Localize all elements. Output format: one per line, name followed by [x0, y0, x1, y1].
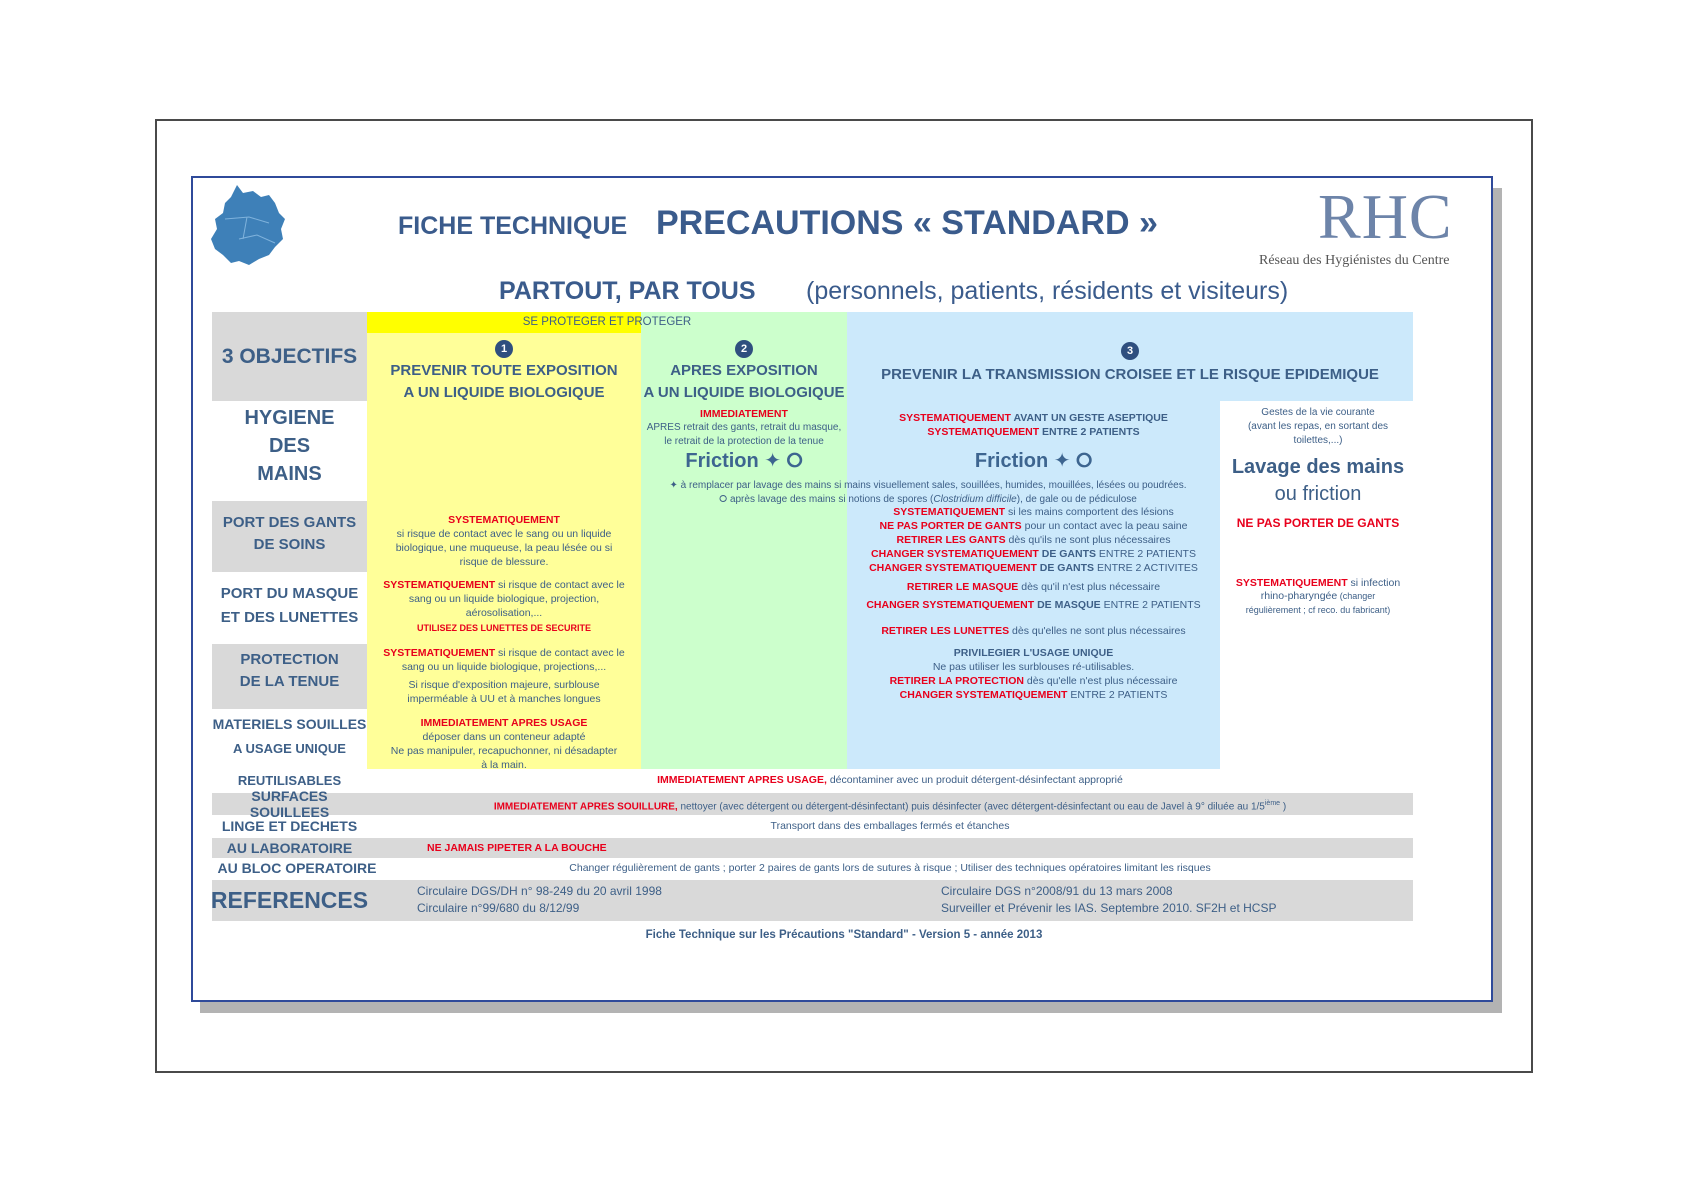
hygiene-right-line2: (avant les repas, en sortant des — [1247, 421, 1389, 432]
tenue-blue-line1: PRIVILEGIER L'USAGE UNIQUE — [953, 647, 1114, 659]
objective-2-line2: A UN LIQUIDE BIOLOGIQUE — [643, 384, 845, 401]
ou-friction: ou friction — [1274, 483, 1362, 505]
hygiene-green-line2: le retrait de la protection de la tenue — [664, 436, 824, 447]
bloc-text: Changer régulièrement de gants ; porter 2 paires de gants lors de sutures à risque ; Utiliser des techniques opératoires limitant les risques — [569, 862, 1211, 874]
masque-label-1: PORT DU MASQUE — [220, 584, 359, 602]
circle-icon: ⭘ — [719, 494, 730, 505]
linge-text: Transport dans des emballages fermés et étanches — [770, 820, 1010, 832]
materiels-label-1: MATERIELS SOUILLES — [212, 716, 367, 732]
labo-text: NE JAMAIS PIPETER A LA BOUCHE — [427, 842, 607, 854]
hygiene-label-3: MAINS — [257, 462, 322, 485]
objective-2-line1: APRES EXPOSITION — [670, 362, 818, 379]
hygiene-right-line3: toilettes,...) — [1293, 435, 1343, 446]
objective-2-number: 2 — [641, 340, 847, 358]
gants-yellow-red: SYSTEMATIQUEMENT — [448, 514, 560, 526]
bloc-label: AU BLOC OPERATOIRE — [217, 860, 377, 876]
references-label: REFERENCES — [210, 887, 369, 913]
materiels-yellow-red: IMMEDIATEMENT APRES USAGE — [420, 717, 588, 729]
star-icon: ✦ — [669, 480, 681, 491]
hygiene-blue-line1: SYSTEMATIQUEMENT AVANT UN GESTE ASEPTIQUE — [899, 412, 1168, 424]
reutilisables-text: IMMEDIATEMENT APRES USAGE, décontaminer avec un produit détergent-désinfectant approprié — [657, 774, 1123, 786]
friction-green: Friction ✦ ⭘ — [685, 450, 803, 472]
hygiene-note-2: ⭘ après lavage des mains si notions de spores (Clostridium difficile), de gale ou de pédiculose — [719, 494, 1137, 505]
tenue-yellow-line3: Si risque d'exposition majeure, surblouse — [408, 679, 600, 691]
gants-label-1: PORT DES GANTS — [222, 513, 357, 531]
friction-blue: Friction ✦ ⭘ — [974, 450, 1093, 472]
masque-label-2: ET DES LUNETTES — [220, 608, 359, 626]
gants-blue-line5: CHANGER SYSTEMATIQUEMENT DE GANTS ENTRE 2 ACTIVITES — [869, 562, 1198, 574]
gants-right: NE PAS PORTER DE GANTS — [1236, 516, 1400, 530]
partout-heading: PARTOUT, PAR TOUS — [499, 277, 756, 305]
fiche-sheet — [191, 176, 1493, 1002]
materiels-yellow-line2: déposer dans un conteneur adapté — [422, 731, 586, 743]
materiels-label-2: A USAGE UNIQUE — [233, 740, 346, 756]
hygiene-label-1: HYGIENE — [244, 406, 335, 429]
objectifs-label: 3 OBJECTIFS — [221, 344, 358, 368]
masque-yellow-lunettes: UTILISEZ DES LUNETTES DE SECURITE — [416, 623, 591, 633]
reference-left-2: Circulaire n°99/680 du 8/12/99 — [417, 901, 580, 915]
tenue-label-2: DE LA TENUE — [239, 672, 340, 690]
objective-1-line1: PREVENIR TOUTE EXPOSITION — [390, 362, 618, 379]
materiels-yellow-line3: Ne pas manipuler, recapuchonner, ni désadapter — [390, 745, 618, 757]
masque-right-line1: SYSTEMATIQUEMENT si infection — [1235, 577, 1401, 589]
labo-row-bg — [212, 838, 1413, 858]
reutilisables-label: REUTILISABLES — [237, 772, 342, 788]
hygiene-immediatement: IMMEDIATEMENT — [700, 408, 788, 420]
objective-1-line2: A UN LIQUIDE BIOLOGIQUE — [403, 384, 605, 401]
se-proteger-banner: SE PROTEGER ET PROTEGER — [522, 316, 692, 328]
gants-blue-line1: SYSTEMATIQUEMENT si les mains comportent des lésions — [893, 506, 1174, 518]
masque-yellow-line3: aérosolisation,... — [465, 607, 543, 619]
tenue-blue-line4: CHANGER SYSTEMATIQUEMENT ENTRE 2 PATIENTS — [899, 689, 1168, 701]
hygiene-label-2: DES — [268, 434, 311, 457]
gants-label-2: DE SOINS — [253, 535, 326, 553]
tenue-label-1: PROTECTION — [240, 650, 339, 668]
rhc-logo-subtitle: Réseau des Hygiénistes du Centre — [1259, 253, 1450, 268]
hygiene-note-1: ✦ à remplacer par lavage des mains si mains visuellement sales, souillées, humides, mouillées, lésées ou poudrées. — [669, 480, 1187, 491]
labo-label: AU LABORATOIRE — [226, 840, 353, 856]
tenue-blue-line3: RETIRER LA PROTECTION dès qu'elle n'est plus nécessaire — [889, 675, 1178, 687]
gants-yellow-line3: risque de blessure. — [459, 556, 549, 568]
gants-yellow-line2: biologique, une muqueuse, la peau lésée ou si — [395, 542, 613, 554]
masque-blue-line3: RETIRER LES LUNETTES dès qu'elles ne sont plus nécessaires — [881, 625, 1186, 637]
masque-yellow-line1: SYSTEMATIQUEMENT si risque de contact avec le — [383, 579, 625, 591]
region-map-icon — [209, 183, 289, 268]
masque-yellow-line2: sang ou un liquide biologique, projection, — [408, 593, 600, 605]
lavage-des-mains: Lavage des mains — [1231, 456, 1405, 478]
masque-blue-line1: RETIRER LE MASQUE dès qu'il n'est plus nécessaire — [906, 581, 1161, 593]
fiche-technique-label: FICHE TECHNIQUE — [398, 212, 628, 240]
hygiene-green-line1: APRES retrait des gants, retrait du masque, — [646, 422, 842, 433]
surfaces-label: SURFACES SOUILLEES — [249, 788, 330, 820]
footer-note: Fiche Technique sur les Précautions "Standard" - Version 5 - année 2013 — [645, 929, 1043, 941]
rhc-logo: RHC — [1318, 181, 1453, 252]
tenue-yellow-line4: imperméable à UU et à manches longues — [407, 693, 601, 705]
partout-subheading: (personnels, patients, résidents et visiteurs) — [806, 277, 1289, 305]
surfaces-text: IMMEDIATEMENT APRES SOUILLURE, nettoyer (avec détergent ou détergent-désinfectant) puis désinfecter (avec détergent-désinfectant ou eau de Javel à 9° diluée au 1/5ième ) — [493, 800, 1287, 813]
hygiene-blue-line2: SYSTEMATIQUEMENT ENTRE 2 PATIENTS — [927, 426, 1140, 438]
reference-right-1: Circulaire DGS n°2008/91 du 13 mars 2008 — [941, 884, 1173, 898]
reference-right-2: Surveiller et Prévenir les IAS. Septembre 2010. SF2H et HCSP — [941, 901, 1277, 915]
objective-3-number: 3 — [847, 342, 1413, 360]
tenue-yellow-line1: SYSTEMATIQUEMENT si risque de contact avec le — [383, 647, 625, 659]
masque-right-line2: rhino-pharyngée (changer — [1260, 590, 1376, 602]
gants-blue-line2: NE PAS PORTER DE GANTS pour un contact avec la peau saine — [879, 520, 1188, 532]
gants-blue-line3: RETIRER LES GANTS dès qu'ils ne sont plus nécessaires — [896, 534, 1171, 546]
objective-1-number: 1 — [367, 340, 641, 358]
objective-3-line1: PREVENIR LA TRANSMISSION CROISEE ET LE RISQUE EPIDEMIQUE — [881, 366, 1379, 383]
masque-right-line3: régulièrement ; cf reco. du fabricant) — [1245, 605, 1391, 615]
tenue-blue-line2: Ne pas utiliser les surblouses ré-utilisables. — [932, 661, 1135, 673]
gants-yellow-line1: si risque de contact avec le sang ou un liquide — [396, 528, 612, 540]
masque-blue-line2: CHANGER SYSTEMATIQUEMENT DE MASQUE ENTRE 2 PATIENTS — [866, 599, 1201, 611]
page-title: PRECAUTIONS « STANDARD » — [656, 204, 1158, 242]
reference-left-1: Circulaire DGS/DH n° 98-249 du 20 avril 1998 — [417, 884, 662, 898]
materiels-yellow-line4: à la main. — [481, 759, 527, 771]
tenue-yellow-line2: sang ou un liquide biologique, projections,... — [401, 661, 607, 673]
gants-blue-line4: CHANGER SYSTEMATIQUEMENT DE GANTS ENTRE 2 PATIENTS — [871, 548, 1196, 560]
hygiene-right-line1: Gestes de la vie courante — [1261, 407, 1375, 418]
linge-label: LINGE ET DECHETS — [221, 818, 358, 834]
